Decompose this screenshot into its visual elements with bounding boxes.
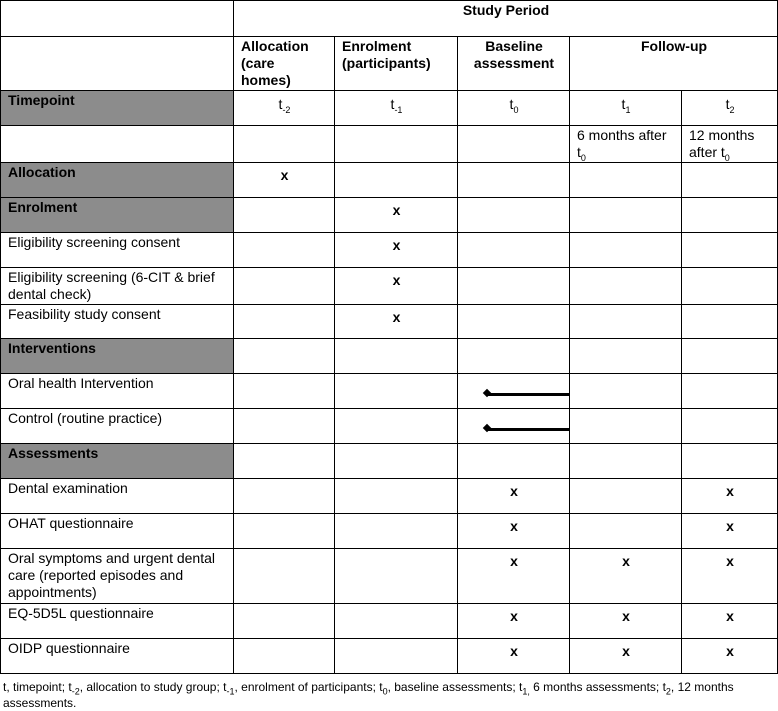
row-label: Control (routine practice) xyxy=(1,409,234,444)
eligibility-consent-row xyxy=(1,233,778,268)
timepoint-label: Timepoint xyxy=(1,91,234,126)
ohat-row xyxy=(1,514,778,549)
mark-x: x xyxy=(458,514,570,549)
row-label: OIDP questionnaire xyxy=(1,639,234,674)
oidp-row xyxy=(1,639,778,674)
intervention-duration-bar xyxy=(487,393,570,396)
enrolment-section-row xyxy=(1,198,778,233)
enrolment-section-label: Enrolment xyxy=(1,198,234,233)
mark-x: x xyxy=(335,233,458,268)
row-label: Oral symptoms and urgent dental care (reported episodes and appointments) xyxy=(1,549,234,604)
allocation-section-label: Allocation xyxy=(1,163,234,198)
mark-x: x xyxy=(458,604,570,639)
timepoint-t2: $t_2$ xyxy=(682,91,778,126)
followup-notes-row xyxy=(1,126,778,163)
mark-x: x xyxy=(335,268,458,305)
timepoint-t1: $t_1$ xyxy=(570,91,682,126)
control-duration-bar xyxy=(487,428,570,431)
timepoint-row xyxy=(1,91,778,126)
mark-x: x xyxy=(682,479,778,514)
empty-cell xyxy=(1,37,234,91)
row-label: Eligibility screening (6-CIT & brief dental check) xyxy=(1,268,234,305)
mark-x: x xyxy=(682,549,778,604)
table-footnote: t, timepoint; $t_{-2}$, allocation to study group; $t_{-1}$, enrolment of participants; $t_0$, baseline assessments; $t_{1,}$ 6 months assessments; $t_2$, 12 months assessments. xyxy=(3,680,734,710)
mark-x: x xyxy=(570,604,682,639)
followup-column-header: Follow-up xyxy=(570,37,778,91)
mark-x: x xyxy=(682,639,778,674)
mark-x: x xyxy=(458,549,570,604)
baseline-column-header: Baseline assessment xyxy=(458,37,570,91)
oral-health-intervention-row xyxy=(1,374,778,409)
assessments-section-label: Assessments xyxy=(1,444,234,479)
empty-cell xyxy=(234,126,335,163)
row-label: OHAT questionnaire xyxy=(1,514,234,549)
mark-x: x xyxy=(335,198,458,233)
interventions-section-row xyxy=(1,339,778,374)
mark-x: x xyxy=(335,305,458,339)
allocation-column-header: Allocation (care homes) xyxy=(234,37,335,91)
row-label: Dental examination xyxy=(1,479,234,514)
dental-exam-row xyxy=(1,479,778,514)
timepoint-t-minus-1: $t_{-1}$ xyxy=(335,91,458,126)
mark-x: x xyxy=(458,479,570,514)
eq5d-row xyxy=(1,604,778,639)
row-label: Oral health Intervention xyxy=(1,374,234,409)
six-month-note: 6 months after $t_0$ xyxy=(570,126,682,163)
control-row xyxy=(1,409,778,444)
feasibility-consent-row xyxy=(1,305,778,339)
twelve-month-note: 12 months after $t_0$ xyxy=(682,126,778,163)
timepoint-t0: $t_0$ xyxy=(458,91,570,126)
interventions-section-label: Interventions xyxy=(1,339,234,374)
mark-x: x xyxy=(682,514,778,549)
empty-cell xyxy=(1,126,234,163)
mark-x: x xyxy=(682,604,778,639)
oral-symptoms-row xyxy=(1,549,778,604)
mark-x: x xyxy=(570,639,682,674)
mark-x: x xyxy=(458,639,570,674)
enrolment-column-header: Enrolment (participants) xyxy=(335,37,458,91)
empty-cell xyxy=(335,126,458,163)
row-label: EQ-5D5L questionnaire xyxy=(1,604,234,639)
allocation-section-row xyxy=(1,163,778,198)
eligibility-screening-row xyxy=(1,268,778,305)
study-period-header: Study Period xyxy=(234,1,778,37)
mark-x: x xyxy=(570,549,682,604)
phase-header-row xyxy=(1,37,778,91)
row-label: Eligibility screening consent xyxy=(1,233,234,268)
study-period-row xyxy=(1,1,778,37)
mark-x: x xyxy=(234,163,335,198)
row-label: Feasibility study consent xyxy=(1,305,234,339)
assessments-section-row xyxy=(1,444,778,479)
timepoint-t-minus-2: $t_{-2}$ xyxy=(234,91,335,126)
empty-corner-cell xyxy=(1,1,234,37)
empty-cell xyxy=(458,126,570,163)
